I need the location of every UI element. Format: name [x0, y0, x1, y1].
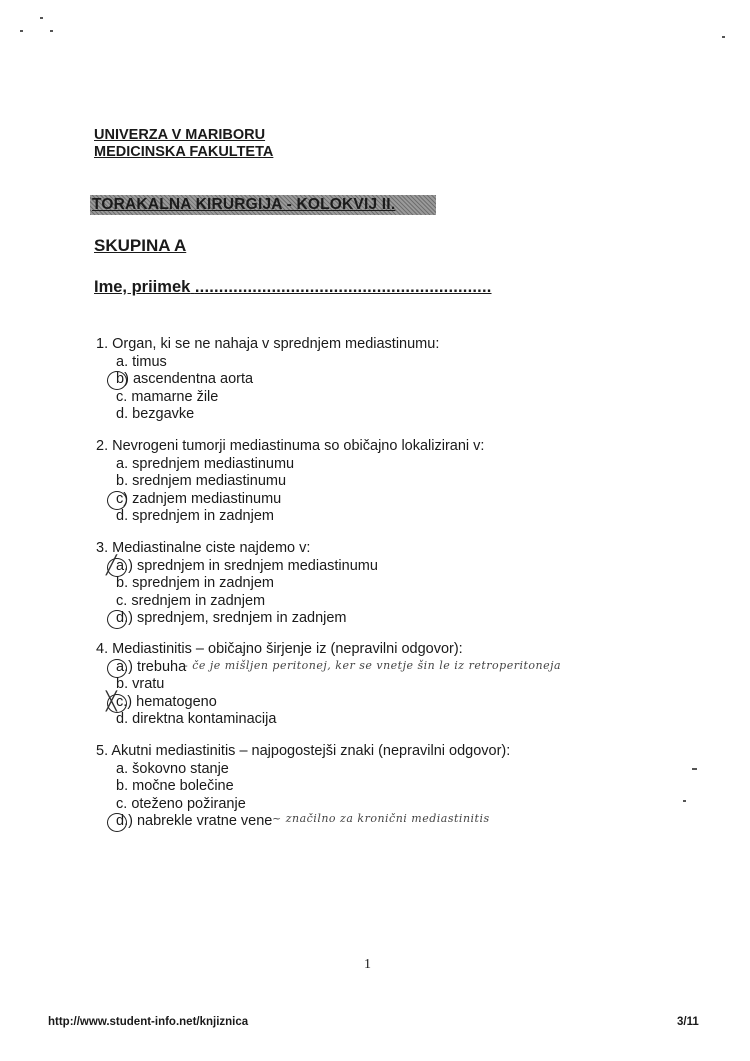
question-stem: 1. Organ, ki se ne nahaja v sprednjem mediastinumu: [96, 336, 440, 352]
scan-speck [692, 768, 697, 770]
answer-circle-mark [107, 659, 127, 678]
option-letter: d. [116, 406, 129, 422]
university-name: UNIVERZA V MARIBORU [94, 127, 266, 143]
option-text: sprednjem in zadnjem [132, 508, 274, 524]
scan-speck [40, 17, 43, 19]
scan-speck [683, 800, 686, 802]
option-text: sprednjem in zadnjem [132, 575, 274, 591]
question-stem: 4. Mediastinitis – običajno širjenje iz (nepravilni odgovor): [96, 641, 463, 657]
option-c [116, 796, 530, 814]
option-letter: b) [116, 371, 129, 387]
scan-speck [50, 30, 53, 32]
option-a [116, 456, 504, 474]
scan-speck [20, 30, 23, 32]
option-text: vratu [132, 676, 165, 692]
option-text: sprednjem mediastinumu [132, 455, 295, 472]
page-number: 1 [364, 957, 371, 972]
option-b [116, 778, 530, 796]
question-2 [96, 438, 484, 526]
option-letter: a.) [116, 658, 133, 675]
option-text: srednjem in zadnjem [131, 592, 266, 609]
question-3 [96, 540, 378, 628]
question-stem: 3. Mediastinalne ciste najdemo v: [96, 540, 311, 556]
option-letter: a. [116, 760, 129, 777]
option-letter: c. [116, 592, 128, 609]
option-text: timus [132, 353, 167, 370]
option-text: srednjem mediastinumu [132, 473, 287, 489]
option-c [106, 690, 483, 712]
name-dots: .............................................................. [194, 278, 492, 296]
answer-circle-mark [107, 491, 127, 510]
scan-speck [722, 36, 725, 38]
option-text: direktna kontaminacija [132, 711, 277, 727]
option-text: močne bolečine [132, 778, 234, 794]
option-letter: b. [116, 676, 129, 692]
option-c [116, 491, 504, 509]
cross-mark: ╱ [106, 554, 117, 576]
footer-page-count: 3/11 [677, 1016, 699, 1028]
option-letter: b. [116, 473, 129, 489]
option-text: sprednjem, srednjem in zadnjem [136, 610, 347, 626]
option-b [116, 473, 504, 491]
option-c [116, 389, 459, 407]
option-d [116, 508, 504, 526]
name-label: Ime, priimek [94, 278, 191, 296]
option-text: bezgavke [132, 406, 195, 422]
footer-url: http://www.student-info.net/knjiznica [48, 1016, 249, 1028]
name-field [94, 278, 492, 297]
option-letter: d. [116, 508, 129, 524]
option-letter: b. [116, 575, 129, 591]
option-letter: a. [116, 455, 129, 472]
option-text: oteženo požiranje [131, 795, 246, 812]
option-letter: c. [116, 795, 128, 812]
question-4 [96, 641, 463, 729]
question-1 [96, 336, 439, 424]
option-d [116, 610, 378, 628]
faculty-name: MEDICINSKA FAKULTETA [94, 144, 274, 160]
group-label: SKUPINA A [94, 236, 187, 255]
option-d [116, 711, 483, 729]
option-letter: d.) [116, 813, 133, 829]
option-text: nabrekle vratne vene [136, 813, 273, 829]
option-text: šokovno stanje [132, 760, 229, 777]
option-text: mamarne žile [131, 388, 219, 405]
option-letter: c.) [116, 693, 133, 710]
option-text: trebuha [136, 658, 187, 675]
option-letter: a.) [116, 557, 133, 574]
option-a [116, 354, 459, 372]
option-text: ascendentna aorta [132, 371, 254, 387]
answer-circle-mark [107, 610, 127, 629]
option-c [116, 593, 378, 611]
option-letter: a. [116, 353, 129, 370]
option-b [116, 676, 483, 694]
option-a [106, 554, 378, 576]
option-letter: d.) [116, 610, 133, 626]
question-stem: 2. Nevrogeni tumorji mediastinuma so običajno lokalizirani v: [96, 438, 485, 454]
option-d [116, 406, 459, 424]
answer-circle-mark [107, 371, 127, 390]
question-stem: 5. Akutni mediastinitis – najpogostejši znaki (nepravilni odgovor): [96, 743, 511, 759]
handwritten-note: - če je mišljen peritonej, ker se vnetje šin le iz retroperitoneja [184, 659, 562, 672]
option-text: sprednjem in srednjem mediastinumu [136, 557, 378, 574]
answer-circle-mark [107, 813, 127, 832]
handwritten-note: ~ značilno za kronični mediastinitis [272, 812, 490, 825]
option-text: hematogeno [136, 693, 217, 710]
option-letter: c) [116, 490, 129, 507]
cross-mark: ╳ [106, 690, 117, 712]
option-letter: c. [116, 388, 128, 405]
option-b [116, 371, 459, 389]
option-letter: b. [116, 778, 129, 794]
option-text: zadnjem mediastinumu [132, 490, 282, 507]
option-b [116, 575, 378, 593]
institution-header [94, 127, 273, 161]
option-a [116, 761, 530, 779]
option-letter: d. [116, 711, 129, 727]
exam-title: TORAKALNA KIRURGIJA - KOLOKVIJ II. [92, 196, 396, 213]
